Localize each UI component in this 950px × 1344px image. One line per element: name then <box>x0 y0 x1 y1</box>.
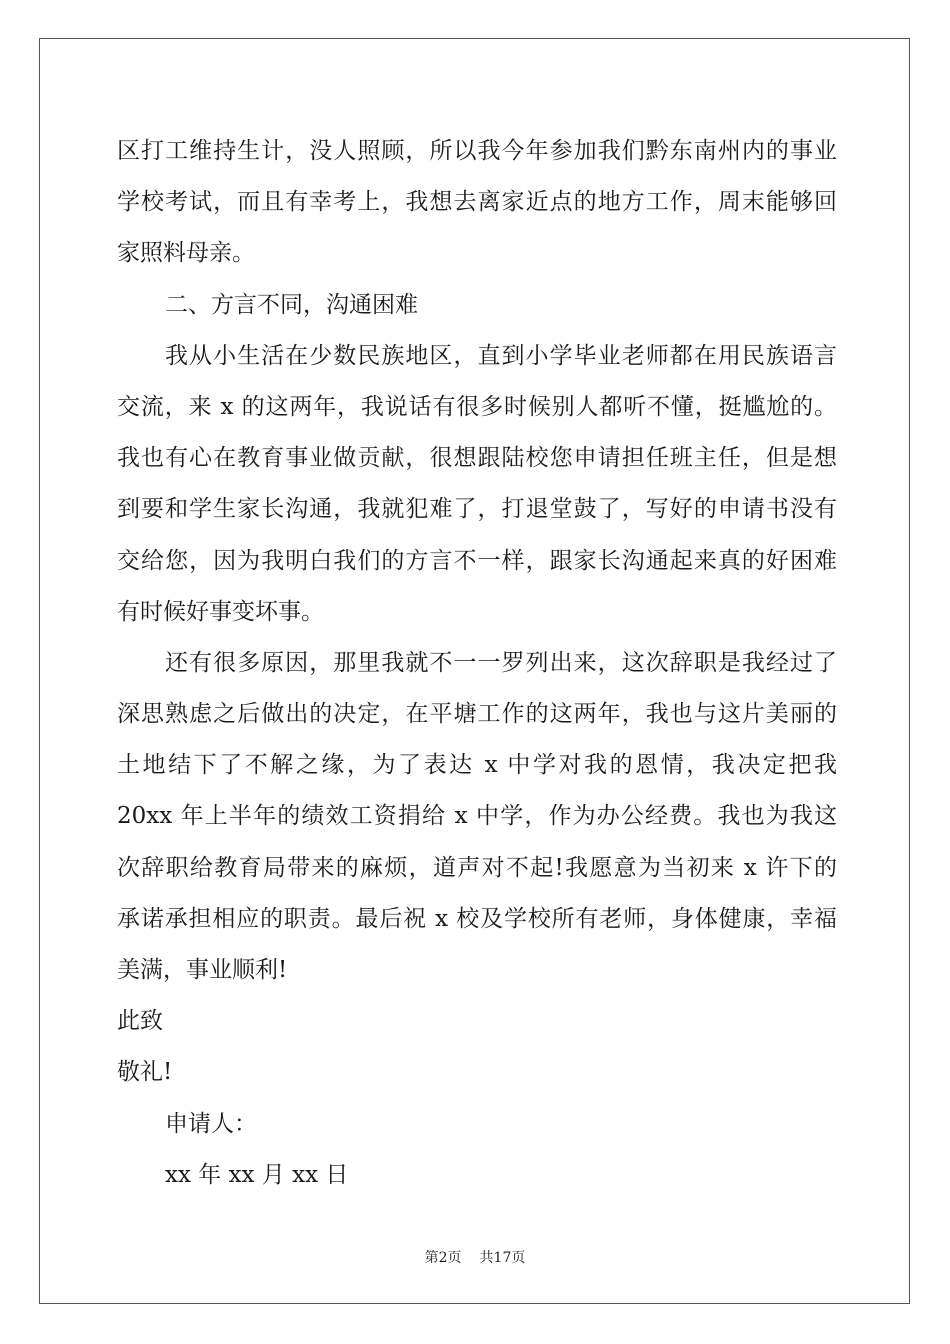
signature-date: xx 年 xx 月 xx 日 <box>165 1161 349 1188</box>
text-line: 我也有心在教育事业做贡献，很想跟陆校您申请担任班主任，但是想 <box>117 445 837 472</box>
paragraph <box>117 126 837 280</box>
closing-line: 敬礼! <box>117 1059 173 1086</box>
text-line: 还有很多原因，那里我就不一一罗列出来，这次辞职是我经过了 <box>165 649 837 676</box>
text-line: 区打工维持生计，没人照顾，所以我今年参加我们黔东南州内的事业 <box>117 138 837 164</box>
section-heading <box>117 280 837 331</box>
text-line: 承诺承担相应的职责。最后祝 x 校及学校所有老师，身体健康，幸福 <box>117 905 837 932</box>
page-footer <box>0 1247 950 1267</box>
signature-block <box>117 1099 837 1201</box>
text-line: 土地结下了不解之缘，为了表达 x 中学对我的恩情，我决定把我 <box>117 752 837 779</box>
text-line: 有时候好事变坏事。 <box>117 598 324 625</box>
closing <box>117 996 837 1098</box>
text-line: 次辞职给教育局带来的麻烦，道声对不起!我愿意为当初来 x 许下的 <box>117 854 837 881</box>
applicant-label: 申请人： <box>165 1110 257 1137</box>
text-line: 我从小生活在少数民族地区，直到小学毕业老师都在用民族语言 <box>165 342 837 369</box>
text-line: 美满，事业顺利! <box>117 957 288 983</box>
text-line: 学校考试，而且有幸考上，我想去离家近点的地方工作，周末能够回 <box>117 189 837 216</box>
text-line: 深思熟虑之后做出的决定，在平塘工作的这两年，我也与这片美丽的 <box>117 701 837 728</box>
text-line: 到要和学生家长沟通，我就犯难了，打退堂鼓了，写好的申请书没有 <box>117 496 837 523</box>
text-line: 交流，来 x 的这两年，我说话有很多时候别人都听不懂，挺尴尬的。 <box>117 393 837 420</box>
text-line: 20xx 年上半年的绩效工资捐给 x 中学，作为办公经费。我也为我这 <box>117 803 837 830</box>
page-number: 第2页 <box>424 1250 462 1266</box>
paragraph <box>117 638 837 996</box>
document-body <box>117 126 837 1201</box>
text-line: 家照料母亲。 <box>117 240 255 267</box>
text-line: 交给您，因为我明白我们的方言不一样，跟家长沟通起来真的好困难 <box>117 547 837 574</box>
page-total: 共17页 <box>479 1250 526 1266</box>
paragraph <box>117 331 837 638</box>
text-line: 二、方言不同，沟通困难 <box>165 291 418 318</box>
closing-line: 此致 <box>117 1008 163 1035</box>
